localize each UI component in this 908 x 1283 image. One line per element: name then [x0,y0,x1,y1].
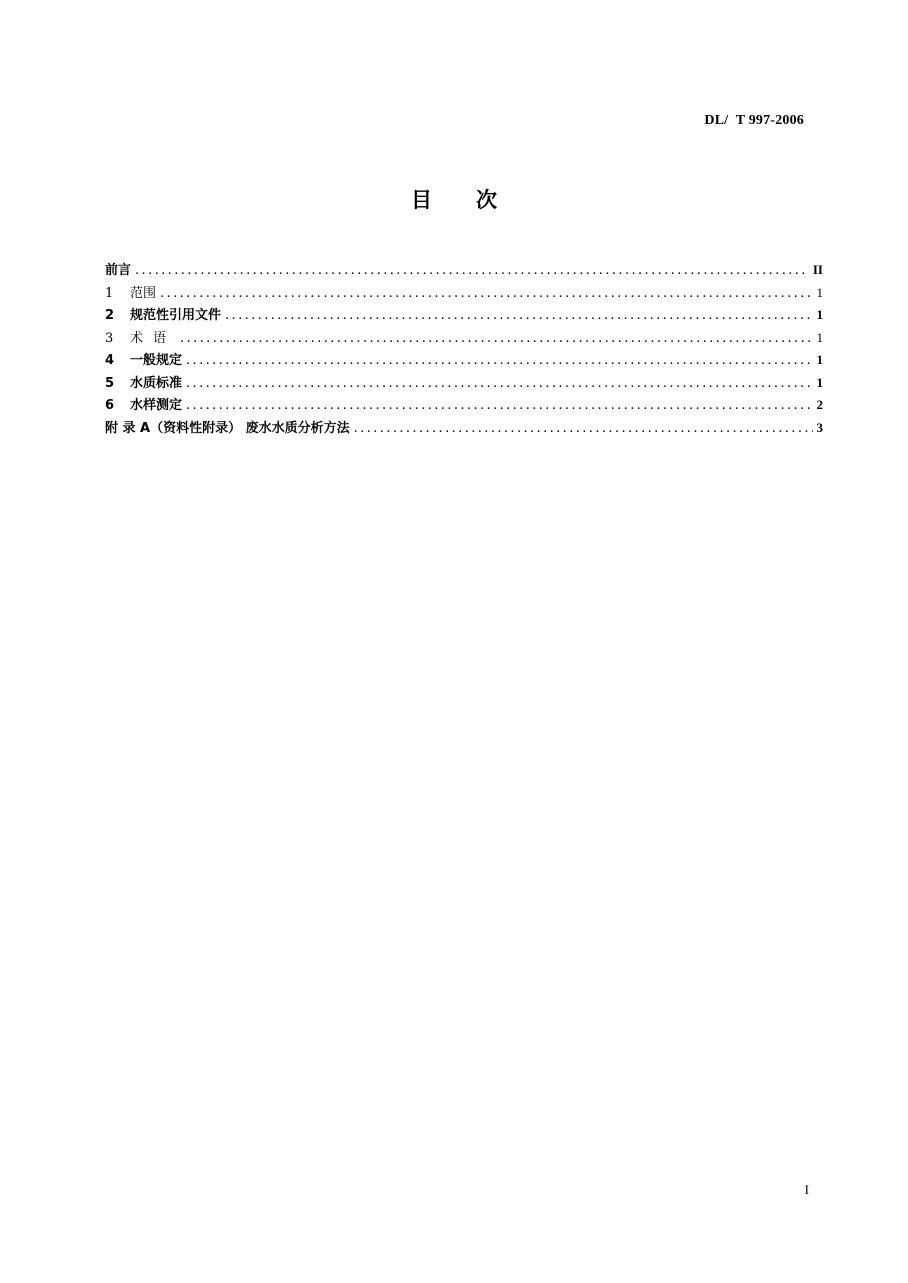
toc-entry-number: 5 [105,375,115,391]
toc-entry-page: 1 [816,284,823,300]
toc-entry-number: 4 [105,353,115,368]
toc-entry-page: 1 [816,352,823,367]
toc-entry-label: 术语 [130,330,177,346]
toc-dot-leader [354,419,813,439]
toc-entry-number: 2 [105,308,115,323]
toc-entry-preface[interactable] [105,260,823,283]
toc-entry-number: 6 [105,398,115,413]
table-of-contents [105,260,823,440]
toc-entry-label: 水样测定 [130,398,183,413]
toc-entry-page: II [812,262,823,277]
toc-entry-page: 1 [816,307,823,322]
page-number-footer: I [804,1182,809,1197]
toc-entry-label: 范围 [130,285,157,301]
toc-entry-water-quality-standards[interactable] [105,373,823,396]
standard-number-header: DL/ T 997-2006 [704,113,804,128]
toc-title: 目次 [411,188,541,212]
toc-entry-number: 1 [105,285,114,301]
toc-entry-number: 3 [105,330,114,346]
toc-entry-page: 1 [816,374,823,390]
toc-entry-terms[interactable] [105,328,823,351]
toc-entry-label: 规范性引用文件 [130,308,222,323]
toc-dot-leader [225,306,812,326]
toc-entry-page: 2 [816,397,823,412]
toc-entry-page: 1 [816,329,823,345]
toc-entry-general-provisions[interactable] [105,350,823,373]
toc-entry-label: 一般规定 [130,353,183,368]
toc-entry-sample-measurement[interactable] [105,395,823,418]
toc-entry-scope[interactable] [105,283,823,306]
toc-dot-leader [135,261,809,281]
toc-dot-leader [180,329,812,349]
toc-dot-leader [160,284,812,304]
toc-dot-leader [186,374,812,394]
toc-entry-normative-references[interactable] [105,305,823,328]
toc-dot-leader [186,351,812,371]
toc-dot-leader [186,396,812,416]
toc-entry-label: 水质标准 [130,375,183,391]
toc-entry-label: 附 录 A（资料性附录） 废水水质分析方法 [105,420,350,436]
toc-entry-appendix-a[interactable] [105,418,823,441]
toc-entry-page: 3 [816,419,823,435]
toc-entry-label: 前言 [105,263,132,278]
